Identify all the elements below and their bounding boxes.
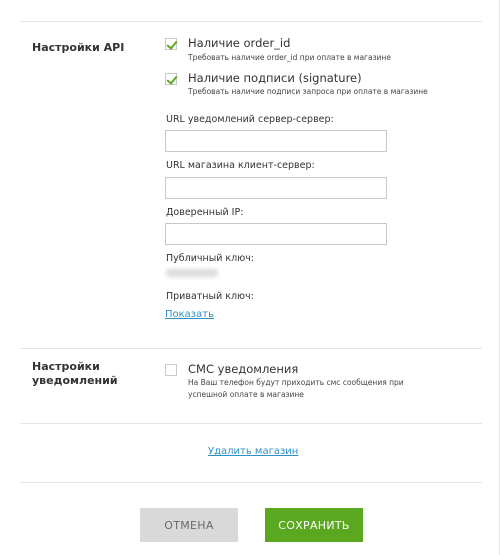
- server-url-input[interactable]: [165, 130, 387, 152]
- public-key-value-redacted: [166, 269, 218, 277]
- checkmark-icon: [166, 38, 177, 50]
- sms-label: СМС уведомления: [188, 362, 299, 376]
- checkmark-icon: [166, 73, 177, 85]
- sms-description: На Ваш телефон будут приходить смс сообщения при успешной оплате в магазине: [188, 378, 404, 399]
- divider-notifications: [20, 348, 482, 349]
- server-url-label: URL уведомлений сервер-сервер:: [166, 114, 334, 125]
- trusted-ip-input[interactable]: [165, 223, 387, 245]
- signature-checkbox[interactable]: [165, 73, 177, 85]
- notifications-settings-title: Настройки уведомлений: [32, 360, 118, 387]
- save-button[interactable]: СОХРАНИТЬ: [265, 508, 363, 542]
- sms-checkbox[interactable]: [165, 364, 177, 376]
- client-url-input[interactable]: [165, 177, 387, 199]
- cancel-button[interactable]: ОТМЕНА: [140, 508, 238, 542]
- order-id-checkbox[interactable]: [165, 38, 177, 50]
- private-key-label: Приватный ключ:: [166, 291, 254, 302]
- delete-store-link[interactable]: Удалить магазин: [208, 446, 299, 457]
- show-private-key-link[interactable]: Показать: [165, 309, 214, 320]
- divider-bottom: [20, 482, 482, 483]
- order-id-label: Наличие order_id: [188, 36, 291, 50]
- divider-top: [20, 21, 482, 22]
- divider-delete: [20, 423, 482, 424]
- client-url-label: URL магазина клиент-сервер:: [166, 160, 315, 171]
- trusted-ip-label: Доверенный IP:: [166, 207, 244, 218]
- public-key-label: Публичный ключ:: [166, 253, 255, 264]
- signature-label: Наличие подписи (signature): [188, 71, 362, 85]
- api-settings-title: Настройки API: [32, 41, 125, 54]
- order-id-description: Требовать наличие order_id при оплате в магазине: [188, 53, 391, 62]
- signature-description: Требовать наличие подписи запроса при оплате в магазине: [188, 87, 428, 96]
